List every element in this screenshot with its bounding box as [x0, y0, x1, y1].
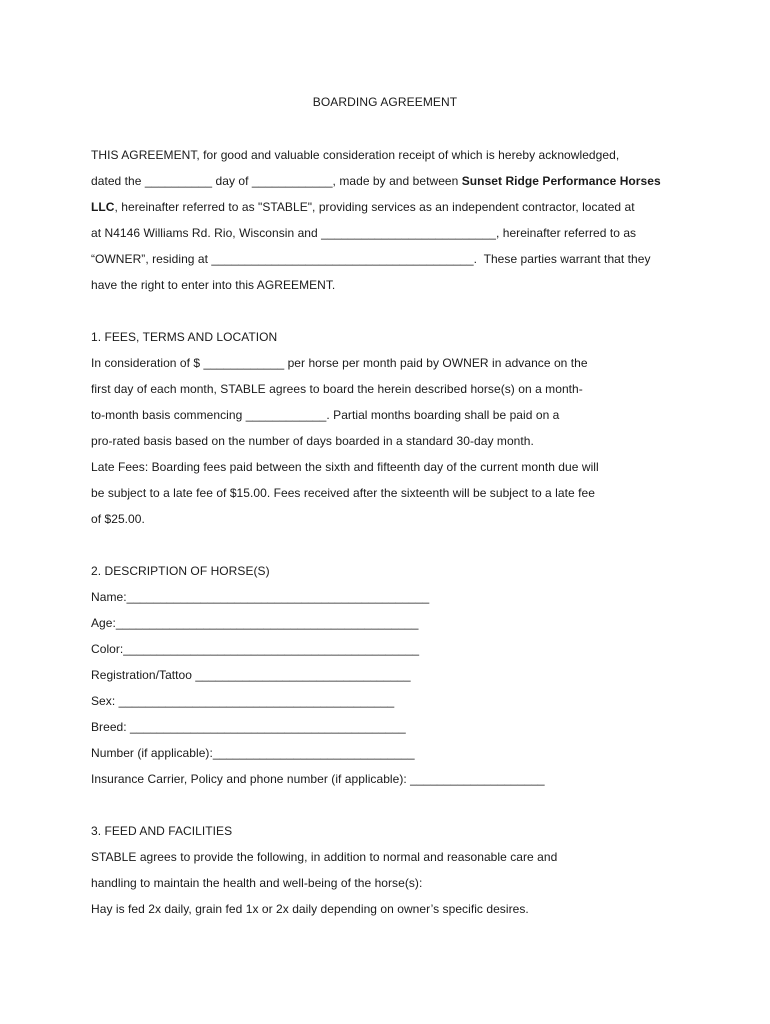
horse-number-field: Number (if applicable):______________________________ [91, 746, 415, 760]
section-1-line-6: be subject to a late fee of $15.00. Fees received after the sixteenth will be subject to a late fee [91, 486, 595, 500]
section-1-line-5: Late Fees: Boarding fees paid between the sixth and fifteenth day of the current month due will [91, 460, 599, 474]
intro-line-4: at N4146 Williams Rd. Rio, Wisconsin and __________________________, hereinafter referred to as [91, 226, 637, 240]
section-2-heading: 2. DESCRIPTION OF HORSE(S) [91, 564, 270, 578]
document-title: BOARDING AGREEMENT [312, 95, 458, 109]
insurance-field: Insurance Carrier, Policy and phone number (if applicable): ____________________ [91, 772, 545, 786]
horse-breed-field: Breed: _________________________________________ [91, 720, 406, 734]
intro-line-1: THIS AGREEMENT, for good and valuable consideration receipt of which is hereby acknowledged, [91, 148, 620, 162]
intro-line-3 [91, 200, 635, 214]
horse-registration-field: Registration/Tattoo ________________________________ [91, 668, 411, 682]
intro-line-5: “OWNER”, residing at _______________________________________. These parties warrant that they [91, 252, 651, 266]
section-1-line-7: of $25.00. [91, 512, 145, 526]
section-3-line-2: handling to maintain the health and well-being of the horse(s): [91, 876, 423, 890]
section-1-line-1: In consideration of $ ____________ per horse per month paid by OWNER in advance on the [91, 356, 588, 370]
section-1-line-4: pro-rated basis based on the number of days boarded in a standard 30-day month. [91, 434, 534, 448]
section-1-line-3: to-month basis commencing ____________. Partial months boarding shall be paid on a [91, 408, 560, 422]
horse-color-field: Color:____________________________________________ [91, 642, 420, 656]
section-3-line-3: Hay is fed 2x daily, grain fed 1x or 2x daily depending on owner’s specific desires. [91, 902, 529, 916]
stable-name-bold: Sunset Ridge Performance Horses [461, 174, 661, 188]
section-3-heading: 3. FEED AND FACILITIES [91, 824, 233, 838]
section-1-line-2: first day of each month, STABLE agrees to board the herein described horse(s) on a month- [91, 382, 583, 396]
horse-name-field: Name:_____________________________________________ [91, 590, 430, 604]
horse-age-field: Age:_____________________________________________ [91, 616, 419, 630]
horse-sex-field: Sex: _________________________________________ [91, 694, 395, 708]
intro-line-6: have the right to enter into this AGREEMENT. [91, 278, 336, 292]
intro-line-3-text: , hereinafter referred to as "STABLE", providing services as an independent contractor, located at [114, 200, 635, 214]
section-3-line-1: STABLE agrees to provide the following, in addition to normal and reasonable care and [91, 850, 558, 864]
intro-line-2 [91, 174, 661, 188]
intro-line-2-text: dated the __________ day of ____________, made by and between [91, 174, 462, 188]
stable-name-llc-bold: LLC [91, 200, 115, 214]
section-1-heading: 1. FEES, TERMS AND LOCATION [91, 330, 278, 344]
